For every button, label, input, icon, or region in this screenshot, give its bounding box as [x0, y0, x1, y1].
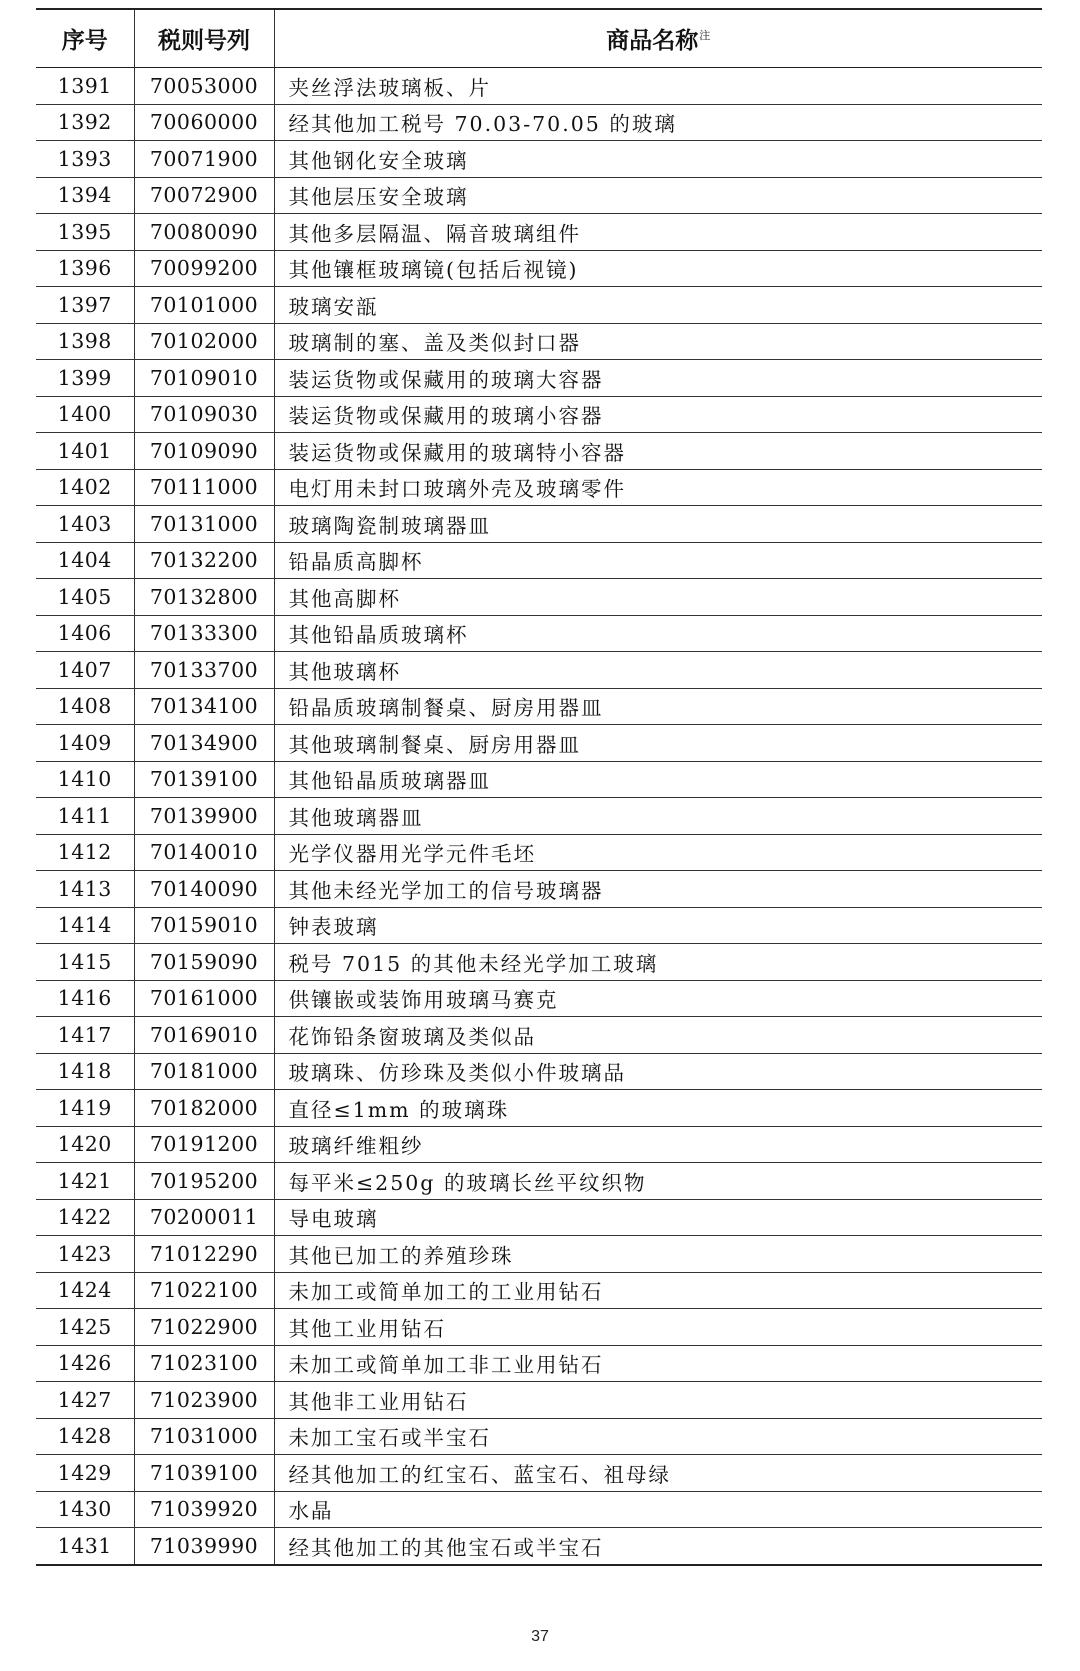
cell-name: 装运货物或保藏用的玻璃特小容器 [274, 433, 1042, 470]
cell-name: 其他铅晶质玻璃器皿 [274, 761, 1042, 798]
cell-seq: 1394 [36, 177, 134, 214]
table-row [36, 579, 1042, 616]
cell-seq: 1407 [36, 652, 134, 689]
cell-code: 70140090 [134, 871, 274, 908]
cell-code: 70072900 [134, 177, 274, 214]
cell-name: 其他未经光学加工的信号玻璃器 [274, 871, 1042, 908]
cell-code: 70134100 [134, 688, 274, 725]
table-row [36, 104, 1042, 141]
cell-name: 铅晶质玻璃制餐桌、厨房用器皿 [274, 688, 1042, 725]
cell-code: 70200011 [134, 1199, 274, 1236]
cell-seq: 1418 [36, 1053, 134, 1090]
cell-code: 70195200 [134, 1163, 274, 1200]
cell-code: 70101000 [134, 287, 274, 324]
table-row [36, 396, 1042, 433]
cell-code: 70134900 [134, 725, 274, 762]
cell-name: 其他铅晶质玻璃杯 [274, 615, 1042, 652]
cell-name: 其他已加工的养殖珍珠 [274, 1236, 1042, 1273]
cell-code: 70182000 [134, 1090, 274, 1127]
cell-name: 玻璃制的塞、盖及类似封口器 [274, 323, 1042, 360]
cell-code: 71012290 [134, 1236, 274, 1273]
cell-seq: 1395 [36, 214, 134, 251]
table-row [36, 542, 1042, 579]
page-number: 37 [531, 1628, 549, 1645]
cell-seq: 1413 [36, 871, 134, 908]
cell-name: 电灯用未封口玻璃外壳及玻璃零件 [274, 469, 1042, 506]
table-row [36, 1418, 1042, 1455]
table-row [36, 688, 1042, 725]
cell-code: 70060000 [134, 104, 274, 141]
cell-name: 玻璃珠、仿珍珠及类似小件玻璃品 [274, 1053, 1042, 1090]
table-header [36, 9, 1042, 68]
table-row [36, 1126, 1042, 1163]
table-row [36, 214, 1042, 251]
cell-seq: 1412 [36, 834, 134, 871]
table-row [36, 68, 1042, 105]
cell-name: 其他镶框玻璃镜(包括后视镜) [274, 250, 1042, 287]
header-row [36, 9, 1042, 68]
cell-name: 经其他加工税号 70.03-70.05 的玻璃 [274, 104, 1042, 141]
cell-code: 70159010 [134, 907, 274, 944]
cell-seq: 1430 [36, 1491, 134, 1528]
cell-name: 其他多层隔温、隔音玻璃组件 [274, 214, 1042, 251]
table-row [36, 469, 1042, 506]
cell-name: 其他钢化安全玻璃 [274, 141, 1042, 178]
cell-seq: 1414 [36, 907, 134, 944]
cell-code: 70071900 [134, 141, 274, 178]
header-seq: 序号 [36, 9, 134, 68]
table-row [36, 1090, 1042, 1127]
cell-seq: 1421 [36, 1163, 134, 1200]
cell-code: 70099200 [134, 250, 274, 287]
table-row [36, 287, 1042, 324]
cell-code: 70140010 [134, 834, 274, 871]
cell-name: 其他层压安全玻璃 [274, 177, 1042, 214]
cell-name: 装运货物或保藏用的玻璃小容器 [274, 396, 1042, 433]
table-row [36, 798, 1042, 835]
cell-code: 70109090 [134, 433, 274, 470]
table-row [36, 1491, 1042, 1528]
cell-seq: 1403 [36, 506, 134, 543]
cell-code: 70131000 [134, 506, 274, 543]
cell-seq: 1404 [36, 542, 134, 579]
table-row [36, 1017, 1042, 1054]
header-tariff-code: 税则号列 [134, 9, 274, 68]
cell-code: 70133300 [134, 615, 274, 652]
cell-seq: 1419 [36, 1090, 134, 1127]
cell-seq: 1427 [36, 1382, 134, 1419]
cell-seq: 1429 [36, 1455, 134, 1492]
cell-seq: 1423 [36, 1236, 134, 1273]
cell-seq: 1400 [36, 396, 134, 433]
cell-seq: 1422 [36, 1199, 134, 1236]
cell-name: 供镶嵌或装饰用玻璃马赛克 [274, 980, 1042, 1017]
cell-code: 71023100 [134, 1345, 274, 1382]
cell-name: 玻璃纤维粗纱 [274, 1126, 1042, 1163]
table-row [36, 761, 1042, 798]
cell-seq: 1426 [36, 1345, 134, 1382]
table-row [36, 1163, 1042, 1200]
cell-name: 其他高脚杯 [274, 579, 1042, 616]
cell-seq: 1397 [36, 287, 134, 324]
cell-seq: 1396 [36, 250, 134, 287]
cell-seq: 1393 [36, 141, 134, 178]
cell-name: 其他玻璃器皿 [274, 798, 1042, 835]
table-row [36, 1236, 1042, 1273]
cell-code: 70132200 [134, 542, 274, 579]
table-row [36, 177, 1042, 214]
cell-code: 70159090 [134, 944, 274, 981]
cell-code: 70139900 [134, 798, 274, 835]
cell-name: 直径≤1mm 的玻璃珠 [274, 1090, 1042, 1127]
cell-seq: 1406 [36, 615, 134, 652]
table-row [36, 615, 1042, 652]
cell-code: 71023900 [134, 1382, 274, 1419]
cell-name: 装运货物或保藏用的玻璃大容器 [274, 360, 1042, 397]
cell-seq: 1424 [36, 1272, 134, 1309]
cell-seq: 1398 [36, 323, 134, 360]
cell-code: 71031000 [134, 1418, 274, 1455]
cell-seq: 1410 [36, 761, 134, 798]
cell-name: 夹丝浮法玻璃板、片 [274, 68, 1042, 105]
cell-name: 每平米≤250g 的玻璃长丝平纹织物 [274, 1163, 1042, 1200]
cell-name: 铅晶质高脚杯 [274, 542, 1042, 579]
table-row [36, 323, 1042, 360]
tariff-table-container [36, 8, 1042, 1566]
cell-seq: 1399 [36, 360, 134, 397]
cell-name: 其他工业用钻石 [274, 1309, 1042, 1346]
cell-seq: 1409 [36, 725, 134, 762]
header-product-name [274, 9, 1042, 68]
cell-name: 其他非工业用钻石 [274, 1382, 1042, 1419]
cell-seq: 1408 [36, 688, 134, 725]
cell-code: 71039990 [134, 1528, 274, 1565]
table-row [36, 360, 1042, 397]
cell-code: 70080090 [134, 214, 274, 251]
cell-seq: 1417 [36, 1017, 134, 1054]
table-row [36, 980, 1042, 1017]
table-row [36, 1199, 1042, 1236]
table-row [36, 1345, 1042, 1382]
cell-name: 未加工或简单加工非工业用钻石 [274, 1345, 1042, 1382]
cell-code: 70191200 [134, 1126, 274, 1163]
cell-name: 导电玻璃 [274, 1199, 1042, 1236]
cell-name: 其他玻璃杯 [274, 652, 1042, 689]
cell-code: 71039100 [134, 1455, 274, 1492]
cell-name: 光学仪器用光学元件毛坯 [274, 834, 1042, 871]
table-row [36, 250, 1042, 287]
cell-code: 70111000 [134, 469, 274, 506]
cell-code: 70139100 [134, 761, 274, 798]
cell-name: 经其他加工的红宝石、蓝宝石、祖母绿 [274, 1455, 1042, 1492]
cell-code: 70132800 [134, 579, 274, 616]
cell-seq: 1401 [36, 433, 134, 470]
cell-seq: 1431 [36, 1528, 134, 1565]
header-product-name-label: 商品名称 [606, 28, 699, 54]
cell-seq: 1402 [36, 469, 134, 506]
cell-seq: 1416 [36, 980, 134, 1017]
table-row [36, 1053, 1042, 1090]
header-note-marker: 注 [699, 29, 711, 43]
cell-name: 玻璃陶瓷制玻璃器皿 [274, 506, 1042, 543]
table-row [36, 944, 1042, 981]
table-row [36, 871, 1042, 908]
table-row [36, 141, 1042, 178]
table-row [36, 652, 1042, 689]
table-body [36, 68, 1042, 1565]
cell-code: 70161000 [134, 980, 274, 1017]
cell-code: 71022100 [134, 1272, 274, 1309]
cell-code: 70169010 [134, 1017, 274, 1054]
cell-name: 钟表玻璃 [274, 907, 1042, 944]
table-row [36, 433, 1042, 470]
cell-name: 其他玻璃制餐桌、厨房用器皿 [274, 725, 1042, 762]
cell-seq: 1425 [36, 1309, 134, 1346]
cell-name: 经其他加工的其他宝石或半宝石 [274, 1528, 1042, 1565]
table-row [36, 1272, 1042, 1309]
cell-code: 70133700 [134, 652, 274, 689]
cell-name: 玻璃安瓿 [274, 287, 1042, 324]
cell-seq: 1428 [36, 1418, 134, 1455]
table-row [36, 1382, 1042, 1419]
cell-code: 71039920 [134, 1491, 274, 1528]
cell-name: 未加工宝石或半宝石 [274, 1418, 1042, 1455]
cell-seq: 1392 [36, 104, 134, 141]
table-row [36, 1309, 1042, 1346]
cell-name: 未加工或简单加工的工业用钻石 [274, 1272, 1042, 1309]
tariff-table [36, 8, 1042, 1566]
cell-seq: 1405 [36, 579, 134, 616]
cell-seq: 1420 [36, 1126, 134, 1163]
table-row [36, 506, 1042, 543]
cell-name: 花饰铅条窗玻璃及类似品 [274, 1017, 1042, 1054]
table-row [36, 1455, 1042, 1492]
cell-seq: 1391 [36, 68, 134, 105]
table-row [36, 1528, 1042, 1565]
table-row [36, 834, 1042, 871]
cell-name: 水晶 [274, 1491, 1042, 1528]
cell-code: 70109010 [134, 360, 274, 397]
cell-seq: 1415 [36, 944, 134, 981]
cell-name: 税号 7015 的其他未经光学加工玻璃 [274, 944, 1042, 981]
table-row [36, 725, 1042, 762]
cell-code: 70102000 [134, 323, 274, 360]
cell-code: 70109030 [134, 396, 274, 433]
cell-code: 70053000 [134, 68, 274, 105]
cell-code: 70181000 [134, 1053, 274, 1090]
table-row [36, 907, 1042, 944]
cell-seq: 1411 [36, 798, 134, 835]
cell-code: 71022900 [134, 1309, 274, 1346]
